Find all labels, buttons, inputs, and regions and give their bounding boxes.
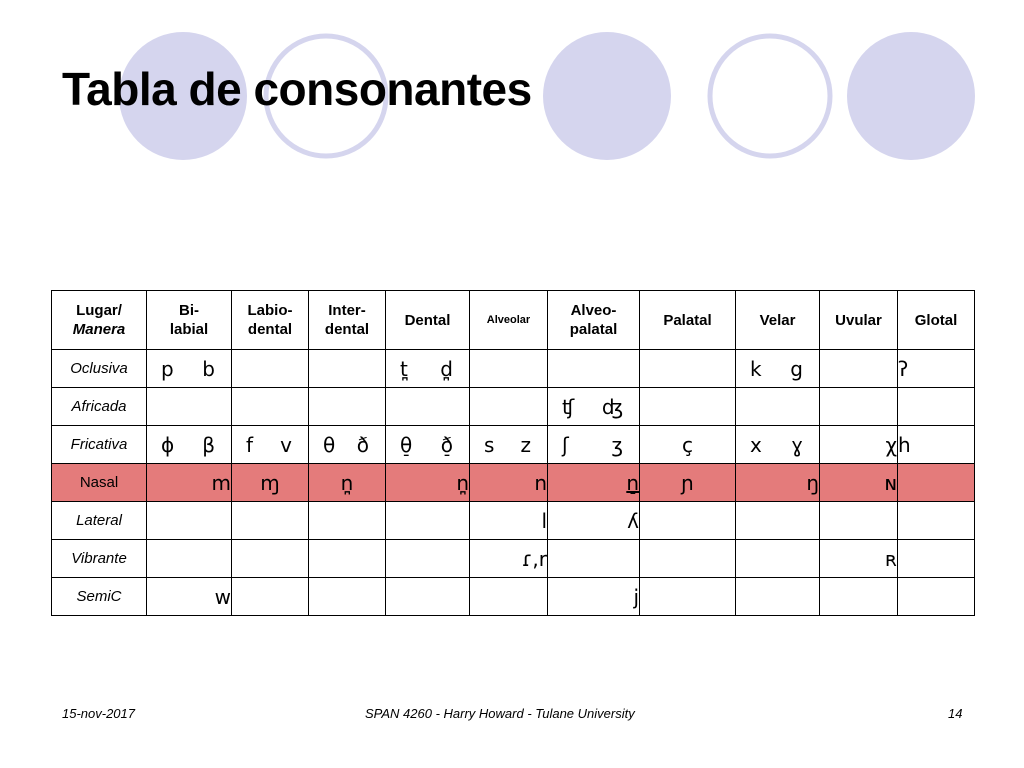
phoneme-cell bbox=[736, 426, 820, 464]
phoneme-cell bbox=[147, 426, 232, 464]
phoneme-cell bbox=[147, 464, 232, 502]
phoneme-cell bbox=[548, 464, 640, 502]
manner-label: Fricativa bbox=[52, 426, 147, 464]
phoneme-cell bbox=[640, 578, 736, 616]
phoneme-cell bbox=[736, 350, 820, 388]
phoneme-cell bbox=[309, 540, 386, 578]
phoneme-symbol: θ bbox=[323, 432, 336, 457]
phoneme-cell bbox=[548, 502, 640, 540]
table-row-oclusiva bbox=[52, 350, 975, 388]
phoneme-cell bbox=[386, 502, 470, 540]
phoneme-cell bbox=[147, 388, 232, 426]
phoneme-cell bbox=[470, 502, 548, 540]
consonant-table-body bbox=[52, 350, 975, 616]
phoneme-cell bbox=[898, 350, 975, 388]
phoneme-symbol: v bbox=[280, 432, 292, 457]
phoneme-symbol: ʎ bbox=[627, 508, 639, 533]
phoneme-cell bbox=[898, 464, 975, 502]
phoneme-cell bbox=[232, 388, 309, 426]
header-alveopalatal: Alveo- palatal bbox=[548, 291, 640, 350]
header-glotal: Glotal bbox=[898, 291, 975, 350]
phoneme-pair bbox=[147, 357, 231, 381]
table-row-africada bbox=[52, 388, 975, 426]
phoneme-cell bbox=[736, 502, 820, 540]
phoneme-cell bbox=[736, 578, 820, 616]
table-row-semic bbox=[52, 578, 975, 616]
phoneme-symbol: f bbox=[246, 432, 254, 457]
phoneme-symbol: ʀ bbox=[884, 546, 897, 571]
phoneme-cell bbox=[820, 540, 898, 578]
header-dental: Dental bbox=[386, 291, 470, 350]
phoneme-symbol: k bbox=[750, 356, 762, 381]
phoneme-symbol: b bbox=[202, 356, 215, 381]
header-row bbox=[52, 291, 975, 350]
phoneme-symbol: t̪ bbox=[400, 356, 408, 381]
phoneme-cell bbox=[820, 464, 898, 502]
phoneme-cell bbox=[232, 426, 309, 464]
header-lugar: Lugar/ bbox=[76, 302, 122, 319]
phoneme-cell bbox=[309, 426, 386, 464]
phoneme-cell bbox=[736, 388, 820, 426]
consonant-table bbox=[51, 290, 975, 616]
table-row-vibrante bbox=[52, 540, 975, 578]
phoneme-cell bbox=[470, 578, 548, 616]
phoneme-cell bbox=[548, 388, 640, 426]
table-row-fricativa bbox=[52, 426, 975, 464]
footer-page-number: 14 bbox=[948, 706, 963, 721]
phoneme-cell bbox=[820, 388, 898, 426]
header-uvular: Uvular bbox=[820, 291, 898, 350]
manner-label: Lateral bbox=[52, 502, 147, 540]
decor-circle-ring bbox=[710, 36, 830, 156]
manner-label: Africada bbox=[52, 388, 147, 426]
phoneme-cell bbox=[898, 540, 975, 578]
phoneme-cell bbox=[309, 502, 386, 540]
decor-circle-filled bbox=[847, 32, 975, 160]
phoneme-cell bbox=[898, 502, 975, 540]
phoneme-cell bbox=[232, 464, 309, 502]
phoneme-pair bbox=[147, 433, 231, 457]
phoneme-cell bbox=[640, 350, 736, 388]
phoneme-cell bbox=[640, 388, 736, 426]
table-row-lateral bbox=[52, 502, 975, 540]
phoneme-symbol: l bbox=[541, 508, 547, 533]
phoneme-cell bbox=[147, 502, 232, 540]
phoneme-cell bbox=[232, 540, 309, 578]
phoneme-symbol: θ̠ bbox=[400, 432, 413, 457]
phoneme-symbol: ç bbox=[682, 432, 693, 457]
phoneme-cell bbox=[470, 350, 548, 388]
phoneme-cell bbox=[386, 350, 470, 388]
phoneme-cell bbox=[147, 540, 232, 578]
table-row-nasal bbox=[52, 464, 975, 502]
phoneme-symbol: ŋ bbox=[806, 470, 819, 495]
phoneme-symbol: n̪ bbox=[456, 470, 469, 495]
header-alveolar: Alveolar bbox=[470, 291, 548, 350]
phoneme-pair bbox=[548, 433, 639, 457]
phoneme-cell bbox=[898, 388, 975, 426]
phoneme-symbol: w bbox=[214, 584, 231, 609]
phoneme-symbol: h bbox=[898, 432, 911, 457]
phoneme-cell bbox=[898, 426, 975, 464]
header-lugar-manera bbox=[52, 291, 147, 350]
phoneme-cell bbox=[309, 388, 386, 426]
decor-circle-filled bbox=[543, 32, 671, 160]
phoneme-symbol: ʤ bbox=[601, 394, 623, 419]
phoneme-symbol: ʧ bbox=[562, 394, 575, 419]
manner-label: Vibrante bbox=[52, 540, 147, 578]
phoneme-symbol: ɸ bbox=[161, 432, 175, 457]
phoneme-cell bbox=[736, 540, 820, 578]
phoneme-symbol: j bbox=[633, 584, 639, 609]
phoneme-cell bbox=[309, 464, 386, 502]
phoneme-cell bbox=[470, 388, 548, 426]
phoneme-cell bbox=[548, 426, 640, 464]
header-velar: Velar bbox=[736, 291, 820, 350]
phoneme-symbol: n bbox=[534, 470, 547, 495]
phoneme-cell bbox=[386, 578, 470, 616]
phoneme-cell bbox=[147, 578, 232, 616]
phoneme-cell bbox=[548, 578, 640, 616]
phoneme-cell bbox=[386, 540, 470, 578]
phoneme-pair bbox=[309, 433, 385, 457]
phoneme-cell bbox=[470, 464, 548, 502]
phoneme-cell bbox=[386, 464, 470, 502]
phoneme-cell bbox=[640, 464, 736, 502]
phoneme-cell bbox=[386, 426, 470, 464]
phoneme-pair bbox=[736, 433, 819, 457]
footer-date: 15-nov-2017 bbox=[62, 706, 135, 721]
phoneme-cell bbox=[640, 540, 736, 578]
phoneme-symbol: z bbox=[520, 432, 531, 457]
header-labiodental: Labio- dental bbox=[232, 291, 309, 350]
header-palatal: Palatal bbox=[640, 291, 736, 350]
phoneme-cell bbox=[232, 578, 309, 616]
phoneme-cell bbox=[309, 350, 386, 388]
phoneme-cell bbox=[232, 350, 309, 388]
phoneme-cell bbox=[232, 502, 309, 540]
phoneme-symbol: n̪ bbox=[340, 470, 354, 495]
manner-label: Nasal bbox=[52, 464, 147, 502]
phoneme-symbol: p bbox=[161, 356, 174, 381]
phoneme-pair bbox=[470, 433, 547, 457]
phoneme-symbol: ɲ bbox=[681, 470, 694, 495]
phoneme-symbol: ð̠ bbox=[440, 432, 453, 457]
header-interdental: Inter- dental bbox=[309, 291, 386, 350]
phoneme-symbol: χ bbox=[885, 432, 897, 457]
phoneme-cell bbox=[548, 350, 640, 388]
phoneme-pair bbox=[232, 433, 308, 457]
phoneme-symbol: m bbox=[211, 470, 231, 495]
phoneme-symbol: ʒ bbox=[611, 432, 623, 457]
phoneme-cell bbox=[309, 578, 386, 616]
phoneme-cell bbox=[386, 388, 470, 426]
phoneme-pair bbox=[736, 357, 819, 381]
phoneme-symbol: ʔ bbox=[898, 356, 909, 381]
phoneme-symbol: ʃ bbox=[562, 432, 569, 457]
phoneme-cell bbox=[548, 540, 640, 578]
phoneme-symbol: ɴ bbox=[884, 470, 897, 495]
phoneme-symbol: g bbox=[790, 356, 803, 381]
header-manera: Manera bbox=[72, 321, 126, 338]
phoneme-cell bbox=[898, 578, 975, 616]
phoneme-symbol: d̪ bbox=[440, 356, 453, 381]
phoneme-symbol: ð bbox=[356, 432, 369, 457]
manner-label: SemiC bbox=[52, 578, 147, 616]
phoneme-cell bbox=[736, 464, 820, 502]
phoneme-cell bbox=[470, 540, 548, 578]
phoneme-cell bbox=[820, 578, 898, 616]
phoneme-cell bbox=[147, 350, 232, 388]
phoneme-symbol: ɾ,r bbox=[521, 546, 547, 571]
phoneme-pair bbox=[548, 395, 639, 419]
header-bilabial: Bi- labial bbox=[147, 291, 232, 350]
phoneme-symbol: n̠ bbox=[626, 470, 639, 495]
phoneme-symbol: x bbox=[750, 432, 762, 457]
phoneme-cell bbox=[820, 350, 898, 388]
phoneme-cell bbox=[640, 426, 736, 464]
phoneme-pair bbox=[386, 357, 469, 381]
footer-course: SPAN 4260 - Harry Howard - Tulane University bbox=[365, 706, 635, 721]
phoneme-symbol: s bbox=[484, 432, 495, 457]
manner-label: Oclusiva bbox=[52, 350, 147, 388]
phoneme-cell bbox=[820, 502, 898, 540]
phoneme-cell bbox=[640, 502, 736, 540]
phoneme-pair bbox=[386, 433, 469, 457]
phoneme-cell bbox=[820, 426, 898, 464]
slide-title: Tabla de consonantes bbox=[62, 63, 532, 115]
phoneme-cell bbox=[470, 426, 548, 464]
phoneme-symbol: ɱ bbox=[260, 470, 280, 495]
phoneme-symbol: β bbox=[202, 432, 215, 457]
phoneme-symbol: ɣ bbox=[791, 432, 803, 457]
